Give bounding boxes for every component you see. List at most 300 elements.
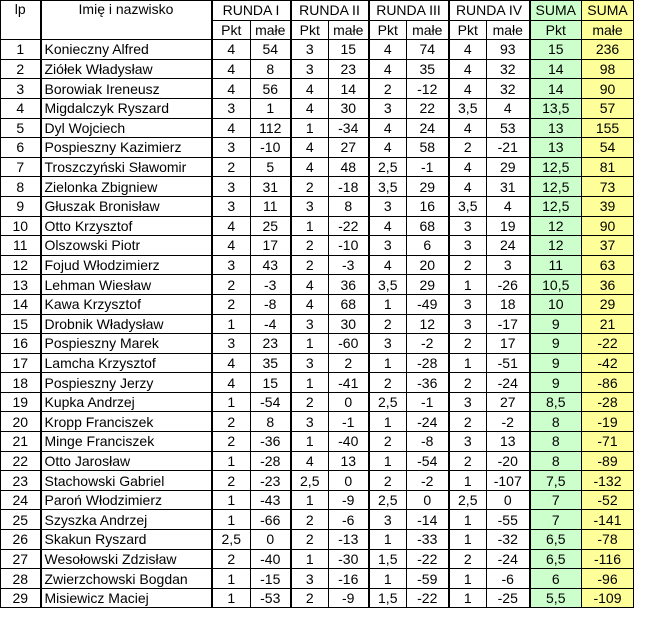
cell-suma-male: 73 [582,177,634,197]
cell-r1-male: 1 [251,98,291,118]
cell-r4-male: 18 [487,294,530,314]
cell-r4-pkt: 4 [449,157,487,177]
cell-r1-male: 43 [251,255,291,275]
cell-r3-pkt: 4 [369,216,407,236]
cell-r1-male: -53 [251,588,291,608]
cell-suma-pkt: 12,5 [530,157,582,177]
cell-r3-pkt: 3 [369,196,407,216]
cell-r4-male: 0 [487,490,530,510]
cell-name: Kropp Franciszek [41,412,212,432]
cell-r2-pkt: 1 [291,334,329,354]
cell-r1-male: 112 [251,118,291,138]
cell-r2-male: 30 [329,98,369,118]
cell-r2-male: 27 [329,138,369,158]
cell-suma-pkt: 12 [530,216,582,236]
cell-suma-pkt: 8 [530,451,582,471]
cell-lp: 6 [1,138,41,158]
cell-r1-pkt: 1 [212,392,251,412]
cell-suma-male: -132 [582,471,634,491]
cell-r3-pkt: 3 [369,510,407,530]
cell-r1-male: 56 [251,79,291,99]
cell-r1-male: -54 [251,392,291,412]
cell-suma-male: 155 [582,118,634,138]
cell-r3-pkt: 1 [369,353,407,373]
cell-r4-male: 4 [487,98,530,118]
cell-lp: 12 [1,255,41,275]
cell-name: Pospieszny Marek [41,334,212,354]
cell-r1-male: 31 [251,177,291,197]
cell-r4-pkt: 1 [449,588,487,608]
cell-name: Pospieszny Kazimierz [41,138,212,158]
cell-r1-male: 25 [251,216,291,236]
cell-r2-pkt: 4 [291,157,329,177]
table-row [1,59,634,79]
cell-r4-male: -24 [487,373,530,393]
cell-lp: 16 [1,334,41,354]
cell-suma-pkt: 12 [530,236,582,256]
cell-lp: 13 [1,275,41,295]
cell-r1-pkt: 3 [212,98,251,118]
cell-r2-male: -41 [329,373,369,393]
cell-lp: 21 [1,432,41,452]
cell-r1-male: -28 [251,451,291,471]
cell-r4-male: 4 [487,196,530,216]
cell-r1-pkt: 4 [212,236,251,256]
cell-r2-pkt: 3 [291,353,329,373]
cell-suma-pkt: 9 [530,314,582,334]
subheader-pkt: Pkt [369,20,407,40]
table-row [1,549,634,569]
cell-suma-male: -96 [582,569,634,589]
table-row [1,334,634,354]
cell-lp: 5 [1,118,41,138]
cell-name: Borowiak Ireneusz [41,79,212,99]
table-row [1,138,634,158]
cell-r2-male: 8 [329,196,369,216]
cell-r4-pkt: 1 [449,471,487,491]
cell-name: Otto Krzysztof [41,216,212,236]
cell-lp: 18 [1,373,41,393]
cell-name: Olszowski Piotr [41,236,212,256]
cell-lp: 15 [1,314,41,334]
cell-r1-pkt: 2,5 [212,530,251,550]
cell-r4-male: 3 [487,255,530,275]
cell-r1-male: -10 [251,138,291,158]
cell-r4-male: 32 [487,59,530,79]
cell-r1-pkt: 1 [212,451,251,471]
cell-r4-pkt: 2 [449,549,487,569]
cell-r4-pkt: 3 [449,216,487,236]
cell-r4-male: 32 [487,79,530,99]
cell-r4-male: -2 [487,412,530,432]
cell-name: Ziółek Władysław [41,59,212,79]
cell-suma-pkt: 8 [530,412,582,432]
cell-r3-pkt: 1 [369,530,407,550]
cell-r2-pkt: 4 [291,451,329,471]
cell-name: Lehman Wiesław [41,275,212,295]
cell-r1-pkt: 4 [212,118,251,138]
cell-suma-pkt: 13 [530,118,582,138]
cell-r2-pkt: 2 [291,530,329,550]
cell-r3-pkt: 2 [369,373,407,393]
cell-r4-pkt: 1 [449,353,487,373]
cell-r2-male: -30 [329,549,369,569]
cell-r1-male: -15 [251,569,291,589]
cell-r1-male: -4 [251,314,291,334]
cell-r3-pkt: 4 [369,40,407,60]
cell-r4-pkt: 1 [449,569,487,589]
cell-lp: 19 [1,392,41,412]
cell-r3-male: 20 [407,255,449,275]
cell-r3-male: 24 [407,118,449,138]
table-row [1,294,634,314]
cell-r3-male: 35 [407,59,449,79]
table-row [1,177,634,197]
cell-r4-pkt: 2,5 [449,490,487,510]
cell-r4-pkt: 4 [449,118,487,138]
cell-r3-pkt: 1 [369,569,407,589]
table-row [1,79,634,99]
cell-r2-male: 0 [329,392,369,412]
cell-suma-male: 63 [582,255,634,275]
table-row [1,412,634,432]
cell-r3-male: 74 [407,40,449,60]
cell-suma-male: 98 [582,59,634,79]
cell-r3-male: 58 [407,138,449,158]
cell-lp: 11 [1,236,41,256]
cell-name: Minge Franciszek [41,432,212,452]
cell-suma-pkt: 14 [530,79,582,99]
cell-suma-pkt: 13 [530,138,582,158]
cell-lp: 1 [1,40,41,60]
cell-suma-male: -78 [582,530,634,550]
cell-r3-pkt: 4 [369,118,407,138]
cell-name: Kawa Krzysztof [41,294,212,314]
cell-suma-male: 37 [582,236,634,256]
cell-r1-male: -66 [251,510,291,530]
cell-suma-pkt: 10,5 [530,275,582,295]
header-suma-pkt: SUMA [530,1,582,21]
cell-r2-male: -40 [329,432,369,452]
cell-suma-male: -109 [582,588,634,608]
cell-suma-male: 29 [582,294,634,314]
cell-r4-male: 29 [487,157,530,177]
table-row [1,373,634,393]
cell-suma-male: -89 [582,451,634,471]
cell-r4-pkt: 1 [449,275,487,295]
cell-suma-pkt: 7 [530,490,582,510]
cell-r3-male: -2 [407,334,449,354]
cell-r1-male: 54 [251,40,291,60]
subheader-male: małe [329,20,369,40]
cell-r2-pkt: 4 [291,79,329,99]
cell-r2-male: -1 [329,412,369,432]
cell-r3-male: -36 [407,373,449,393]
cell-lp: 25 [1,510,41,530]
cell-r2-male: 23 [329,59,369,79]
table-row [1,98,634,118]
cell-name: Pospieszny Jerzy [41,373,212,393]
cell-name: Zwierzchowski Bogdan [41,569,212,589]
cell-r3-pkt: 4 [369,59,407,79]
cell-r1-pkt: 3 [212,196,251,216]
cell-r2-pkt: 3 [291,314,329,334]
cell-name: Lamcha Krzysztof [41,353,212,373]
cell-r3-pkt: 2,5 [369,392,407,412]
cell-r1-pkt: 1 [212,490,251,510]
cell-r1-male: 23 [251,334,291,354]
cell-r3-male: -28 [407,353,449,373]
cell-suma-pkt: 7,5 [530,471,582,491]
cell-r3-pkt: 2 [369,314,407,334]
cell-r2-male: -34 [329,118,369,138]
cell-r4-pkt: 4 [449,59,487,79]
cell-r3-male: 16 [407,196,449,216]
cell-suma-male: 39 [582,196,634,216]
cell-r1-pkt: 4 [212,373,251,393]
cell-r3-male: 22 [407,98,449,118]
cell-r1-pkt: 2 [212,432,251,452]
cell-r4-pkt: 2 [449,138,487,158]
cell-r1-male: -40 [251,549,291,569]
table-row [1,510,634,530]
cell-lp: 27 [1,549,41,569]
cell-r3-pkt: 1,5 [369,588,407,608]
subheader-pkt: Pkt [291,20,329,40]
cell-lp: 2 [1,59,41,79]
cell-r4-pkt: 3,5 [449,98,487,118]
cell-r2-male: -13 [329,530,369,550]
table-row [1,569,634,589]
cell-r2-pkt: 1 [291,432,329,452]
cell-r1-male: -8 [251,294,291,314]
cell-r1-pkt: 3 [212,138,251,158]
cell-r4-male: 53 [487,118,530,138]
table-row [1,255,634,275]
cell-lp: 8 [1,177,41,197]
cell-r4-male: -55 [487,510,530,530]
table-row [1,236,634,256]
cell-r4-pkt: 2 [449,373,487,393]
cell-r4-pkt: 3 [449,294,487,314]
cell-r1-pkt: 2 [212,412,251,432]
cell-r3-pkt: 4 [369,255,407,275]
cell-r2-male: 0 [329,471,369,491]
cell-r2-pkt: 1 [291,373,329,393]
cell-name: Migdalczyk Ryszard [41,98,212,118]
cell-r2-male: -60 [329,334,369,354]
cell-r1-male: -23 [251,471,291,491]
header-round-3: RUNDA III [369,1,449,21]
cell-suma-pkt: 10 [530,294,582,314]
cell-lp: 29 [1,588,41,608]
cell-suma-pkt: 8 [530,432,582,452]
cell-name: Skakun Ryszard [41,530,212,550]
table-row [1,392,634,412]
cell-r1-male: 35 [251,353,291,373]
cell-r2-pkt: 2 [291,588,329,608]
cell-r4-pkt: 4 [449,177,487,197]
cell-name: Otto Jarosław [41,451,212,471]
cell-r1-male: 0 [251,530,291,550]
cell-r4-male: 31 [487,177,530,197]
cell-r1-pkt: 1 [212,314,251,334]
table-row [1,216,634,236]
cell-r4-male: 27 [487,392,530,412]
cell-r4-male: -107 [487,471,530,491]
cell-r3-male: 68 [407,216,449,236]
cell-suma-pkt: 11 [530,255,582,275]
cell-r3-male: -22 [407,588,449,608]
cell-lp: 22 [1,451,41,471]
cell-r1-pkt: 2 [212,275,251,295]
cell-r4-pkt: 3 [449,432,487,452]
cell-r1-male: 8 [251,412,291,432]
cell-lp: 20 [1,412,41,432]
cell-suma-male: -86 [582,373,634,393]
cell-r3-pkt: 3 [369,334,407,354]
cell-r4-pkt: 2 [449,412,487,432]
cell-r3-pkt: 1 [369,294,407,314]
cell-r3-male: -1 [407,392,449,412]
cell-r3-male: -12 [407,79,449,99]
table-row [1,118,634,138]
cell-r1-male: 17 [251,236,291,256]
cell-r4-pkt: 4 [449,40,487,60]
cell-r4-male: 19 [487,216,530,236]
table-row [1,432,634,452]
cell-name: Konieczny Alfred [41,40,212,60]
cell-r3-male: 12 [407,314,449,334]
cell-name: Dyl Wojciech [41,118,212,138]
cell-suma-male: -71 [582,432,634,452]
cell-r3-male: 29 [407,177,449,197]
table-row [1,353,634,373]
cell-name: Wesołowski Zdzisław [41,549,212,569]
subheader-pkt: Pkt [449,20,487,40]
cell-suma-male: -52 [582,490,634,510]
cell-name: Drobnik Władysław [41,314,212,334]
cell-r3-pkt: 4 [369,138,407,158]
cell-r3-male: -54 [407,451,449,471]
cell-r3-male: -14 [407,510,449,530]
cell-r2-male: 30 [329,314,369,334]
table-row [1,588,634,608]
cell-suma-pkt: 12,5 [530,196,582,216]
table-row [1,490,634,510]
cell-r2-male: 36 [329,275,369,295]
cell-suma-pkt: 6,5 [530,530,582,550]
cell-r3-pkt: 2,5 [369,490,407,510]
cell-suma-pkt: 9 [530,334,582,354]
cell-suma-male: -28 [582,392,634,412]
header-suma-male: SUMA [582,1,634,21]
cell-r2-pkt: 1 [291,216,329,236]
cell-r1-pkt: 4 [212,353,251,373]
cell-r4-pkt: 3 [449,314,487,334]
cell-r3-male: -24 [407,412,449,432]
cell-r3-pkt: 3 [369,236,407,256]
cell-suma-pkt: 12,5 [530,177,582,197]
cell-suma-male: 54 [582,138,634,158]
cell-lp: 9 [1,196,41,216]
cell-r3-pkt: 3 [369,98,407,118]
cell-name: Stachowski Gabriel [41,471,212,491]
cell-r4-male: -20 [487,451,530,471]
cell-r4-pkt: 2 [449,451,487,471]
cell-r4-pkt: 1 [449,530,487,550]
cell-r2-pkt: 4 [291,294,329,314]
cell-suma-pkt: 13,5 [530,98,582,118]
cell-suma-male: -42 [582,353,634,373]
cell-r4-male: -24 [487,549,530,569]
cell-r3-male: -22 [407,549,449,569]
cell-r1-pkt: 4 [212,216,251,236]
cell-r4-pkt: 3,5 [449,196,487,216]
cell-r4-male: 17 [487,334,530,354]
cell-suma-male: 90 [582,216,634,236]
cell-suma-male: 21 [582,314,634,334]
cell-suma-male: -141 [582,510,634,530]
cell-r4-male: -32 [487,530,530,550]
cell-r1-pkt: 2 [212,294,251,314]
cell-name: Fojud Włodzimierz [41,255,212,275]
cell-r1-pkt: 2 [212,157,251,177]
cell-r3-pkt: 3,5 [369,177,407,197]
header-lp: lp [1,1,41,40]
cell-r4-male: 93 [487,40,530,60]
cell-r1-pkt: 3 [212,177,251,197]
cell-r2-pkt: 1 [291,549,329,569]
cell-lp: 3 [1,79,41,99]
header-row-1 [1,1,634,21]
cell-r2-male: -22 [329,216,369,236]
cell-r2-pkt: 3 [291,412,329,432]
cell-suma-pkt: 6,5 [530,549,582,569]
cell-suma-pkt: 5,5 [530,588,582,608]
cell-r2-male: -18 [329,177,369,197]
cell-suma-pkt: 14 [530,59,582,79]
cell-r2-male: 13 [329,451,369,471]
cell-r2-male: -3 [329,255,369,275]
cell-r2-pkt: 4 [291,275,329,295]
cell-r2-pkt: 2,5 [291,471,329,491]
cell-r3-pkt: 2 [369,471,407,491]
cell-r2-male: 14 [329,79,369,99]
table-row [1,40,634,60]
cell-name: Kupka Andrzej [41,392,212,412]
cell-r3-male: 29 [407,275,449,295]
cell-r2-pkt: 3 [291,40,329,60]
cell-r4-pkt: 4 [449,79,487,99]
cell-r3-pkt: 1,5 [369,549,407,569]
cell-r4-male: -25 [487,588,530,608]
cell-suma-male: -116 [582,549,634,569]
table-row [1,196,634,216]
cell-r1-male: 8 [251,59,291,79]
cell-r2-pkt: 2 [291,392,329,412]
cell-r3-male: 0 [407,490,449,510]
cell-r1-pkt: 1 [212,588,251,608]
cell-r2-pkt: 3 [291,569,329,589]
cell-r1-pkt: 3 [212,334,251,354]
cell-r2-pkt: 1 [291,490,329,510]
cell-r1-male: 15 [251,373,291,393]
cell-r4-male: -26 [487,275,530,295]
table-row [1,275,634,295]
cell-name: Paroń Włodzimierz [41,490,212,510]
cell-r4-male: -17 [487,314,530,334]
